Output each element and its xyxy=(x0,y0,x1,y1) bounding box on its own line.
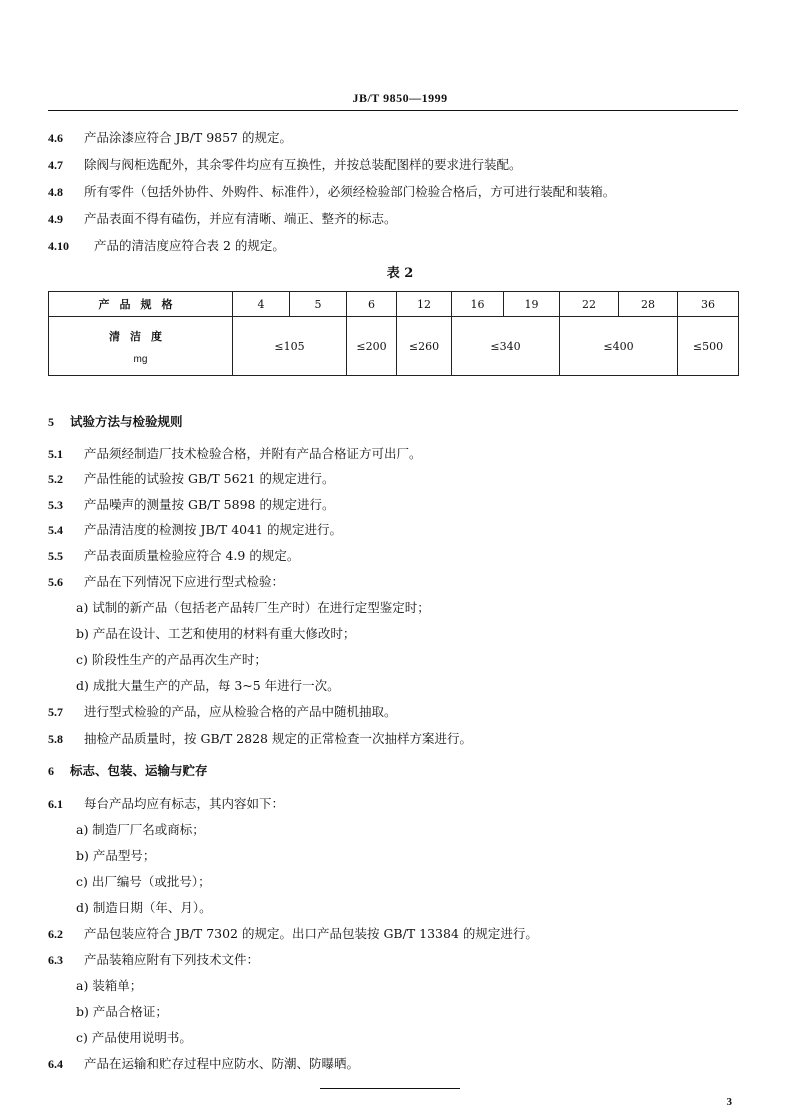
clause-text: 产品装箱应附有下列技术文件： xyxy=(84,952,260,967)
spec-cell: 36 xyxy=(678,292,739,317)
row-label-cell xyxy=(49,317,233,376)
clause-text: 产品性能的试验按 GB/T 5621 的规定进行。 xyxy=(84,471,335,486)
table-data-row xyxy=(49,317,739,376)
value-cell: ≤400 xyxy=(560,317,678,376)
clause-text: 产品在下列情况下应进行型式检验： xyxy=(84,574,285,589)
spec-cell: 6 xyxy=(347,292,397,317)
clause-5-7 xyxy=(48,704,397,720)
clause-text: 产品表面质量检验应符合 4.9 的规定。 xyxy=(84,548,300,563)
clause-text: 产品噪声的测量按 GB/T 5898 的规定进行。 xyxy=(84,497,335,512)
value-cell: ≤340 xyxy=(452,317,560,376)
value-cell: ≤260 xyxy=(397,317,452,376)
clause-number: 5.2 xyxy=(48,472,63,486)
clause-6-2 xyxy=(48,926,538,942)
clause-6-3 xyxy=(48,952,259,968)
section-number: 5 xyxy=(48,415,54,429)
clause-number: 6.3 xyxy=(48,953,63,967)
list-item: d) 成批大量生产的产品，每 3~5 年进行一次。 xyxy=(76,678,340,693)
standard-code-header: JB/T 9850—1999 xyxy=(352,91,448,105)
list-item: c) 阶段性生产的产品再次生产时； xyxy=(76,652,267,667)
clause-4-6 xyxy=(48,130,292,146)
list-item: c) 产品使用说明书。 xyxy=(76,1030,192,1045)
section-6-heading xyxy=(48,763,208,779)
list-item: b) 产品在设计、工艺和使用的材料有重大修改时； xyxy=(76,626,356,641)
clause-text: 每台产品均应有标志，其内容如下： xyxy=(84,796,285,811)
spec-cell: 19 xyxy=(504,292,560,317)
clause-number: 4.6 xyxy=(48,131,63,145)
spec-cell: 22 xyxy=(560,292,619,317)
clause-5-2 xyxy=(48,471,334,487)
clause-number: 5.5 xyxy=(48,549,63,563)
clause-text: 所有零件（包括外协件、外购件、标准件），必须经检验部门检验合格后，方可进行装配和装箱。 xyxy=(84,184,616,199)
list-item: b) 产品型号； xyxy=(76,848,156,863)
clause-4-9 xyxy=(48,211,397,227)
clause-5-1 xyxy=(48,446,422,462)
row-label: 清洁度 xyxy=(109,329,172,343)
page-number: 3 xyxy=(726,1096,732,1108)
clause-5-5 xyxy=(48,548,299,564)
clause-5-8 xyxy=(48,731,472,747)
clause-number: 5.4 xyxy=(48,523,63,537)
clause-6-1 xyxy=(48,796,284,812)
header-rule xyxy=(48,110,738,111)
clause-text: 产品清洁度的检测按 JB/T 4041 的规定进行。 xyxy=(84,522,342,537)
clause-number: 6.4 xyxy=(48,1057,63,1071)
cleanliness-table xyxy=(48,291,739,376)
clause-number: 4.9 xyxy=(48,212,63,226)
section-title: 试验方法与检验规则 xyxy=(70,414,183,429)
table-caption: 表 2 xyxy=(386,266,414,281)
clause-5-4 xyxy=(48,522,342,538)
clause-5-6 xyxy=(48,574,284,590)
clause-number: 6.1 xyxy=(48,797,63,811)
table-header-row xyxy=(49,292,739,317)
clause-number: 5.3 xyxy=(48,498,63,512)
clause-number: 4.7 xyxy=(48,158,63,172)
row-unit: mg xyxy=(133,353,148,365)
value-cell: ≤105 xyxy=(233,317,347,376)
clause-number: 5.7 xyxy=(48,705,63,719)
clause-text: 产品包装应符合 JB/T 7302 的规定。出口产品包装按 GB/T 13384 的规定进行。 xyxy=(84,926,538,941)
clause-text: 产品在运输和贮存过程中应防水、防潮、防曝晒。 xyxy=(84,1056,360,1071)
spec-cell: 16 xyxy=(452,292,504,317)
clause-text: 抽检产品质量时，按 GB/T 2828 规定的正常检查一次抽样方案进行。 xyxy=(84,731,472,746)
list-item: a) 装箱单； xyxy=(76,978,143,993)
spec-cell: 4 xyxy=(233,292,290,317)
spec-cell: 5 xyxy=(290,292,347,317)
clause-text: 产品须经制造厂技术检验合格，并附有产品合格证方可出厂。 xyxy=(84,446,422,461)
clause-4-10 xyxy=(48,238,285,254)
value-cell: ≤500 xyxy=(678,317,739,376)
spec-cell: 12 xyxy=(397,292,452,317)
value-cell: ≤200 xyxy=(347,317,397,376)
clause-text: 产品涂漆应符合 JB/T 9857 的规定。 xyxy=(84,130,292,145)
spec-cell: 28 xyxy=(619,292,678,317)
clause-text: 产品表面不得有磕伤，并应有清晰、端正、整齐的标志。 xyxy=(84,211,397,226)
list-item: d) 制造日期（年、月）。 xyxy=(76,900,212,915)
list-item: a) 制造厂厂名或商标； xyxy=(76,822,205,837)
clause-text: 进行型式检验的产品，应从检验合格的产品中随机抽取。 xyxy=(84,704,397,719)
clause-number: 5.1 xyxy=(48,447,63,461)
clause-text: 除阀与阀柜选配外，其余零件均应有互换性，并按总装配图样的要求进行装配。 xyxy=(84,157,522,172)
clause-6-4 xyxy=(48,1056,359,1072)
section-number: 6 xyxy=(48,764,54,778)
clause-text: 产品的清洁度应符合表 2 的规定。 xyxy=(94,238,285,253)
clause-4-7 xyxy=(48,157,522,173)
clause-5-3 xyxy=(48,497,334,513)
clause-number: 5.6 xyxy=(48,575,63,589)
section-title: 标志、包装、运输与贮存 xyxy=(70,763,208,778)
clause-number: 6.2 xyxy=(48,927,63,941)
table-header-label: 产品规格 xyxy=(49,292,233,317)
list-item: b) 产品合格证； xyxy=(76,1004,168,1019)
footer-rule xyxy=(320,1088,460,1089)
list-item: a) 试制的新产品（包括老产品转厂生产时）在进行定型鉴定时； xyxy=(76,600,430,615)
section-5-heading xyxy=(48,414,183,430)
clause-number: 4.10 xyxy=(48,239,69,253)
list-item: c) 出厂编号（或批号）； xyxy=(76,874,211,889)
clause-number: 4.8 xyxy=(48,185,63,199)
clause-4-8 xyxy=(48,184,615,200)
clause-number: 5.8 xyxy=(48,732,63,746)
